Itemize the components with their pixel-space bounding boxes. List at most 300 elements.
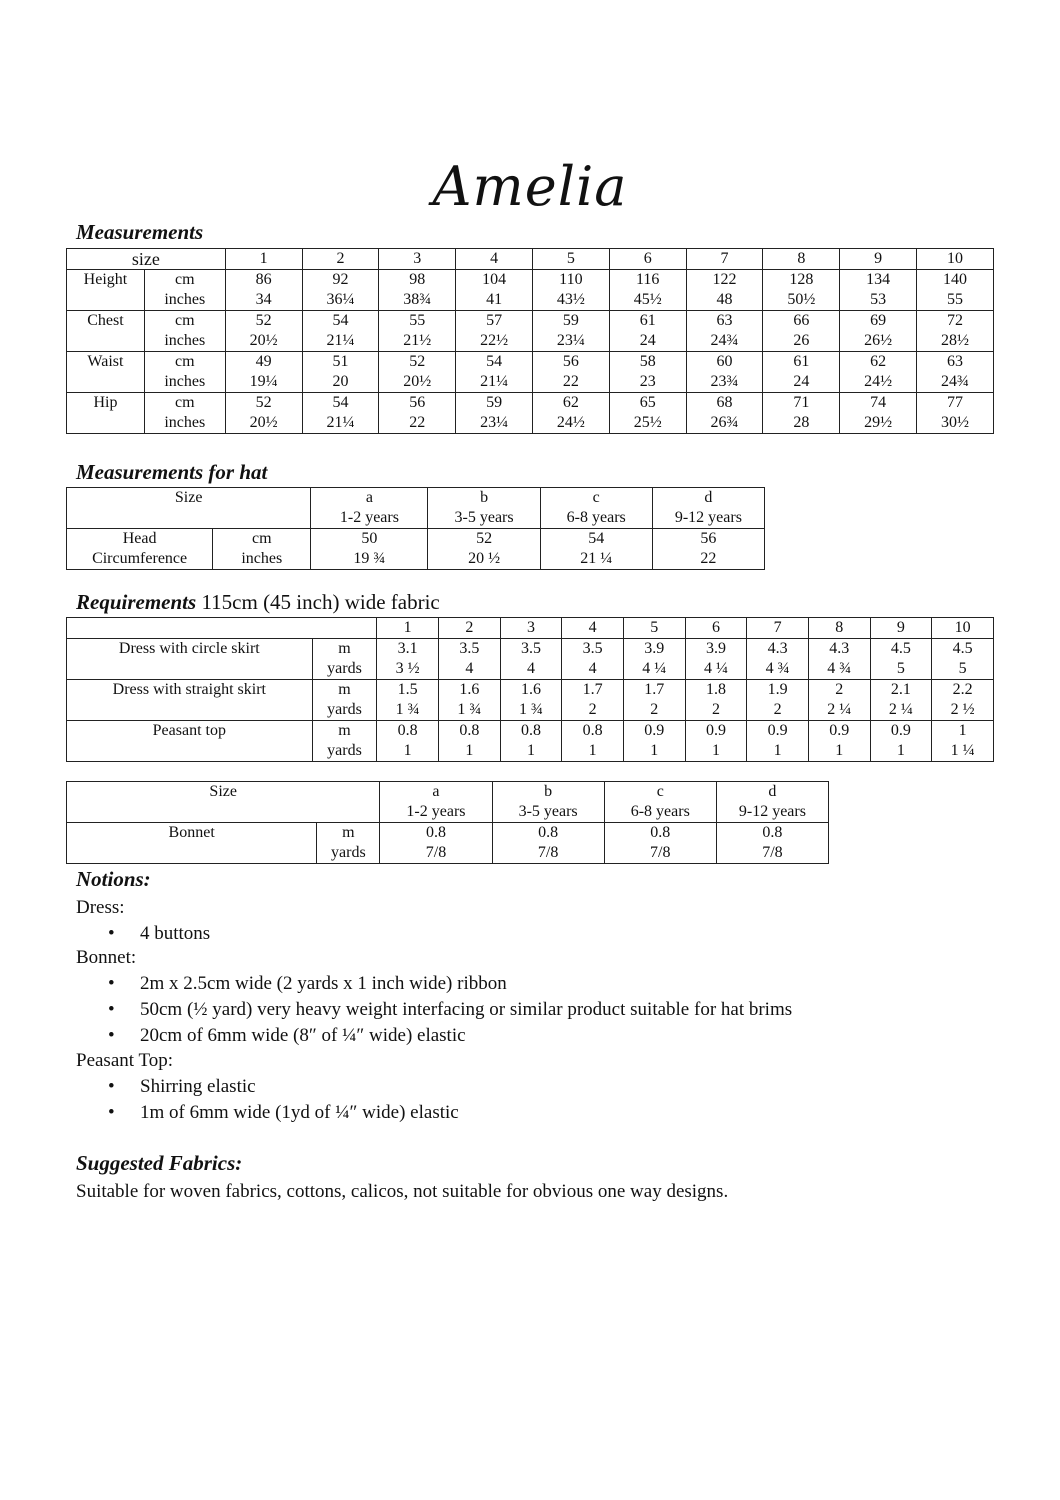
requirements-heading (76, 590, 440, 615)
cell-line: 77 (947, 394, 964, 411)
table-cell (532, 311, 609, 352)
cell-line: 9-12 years (674, 509, 742, 526)
table-cell (438, 721, 500, 762)
table-cell (456, 270, 533, 311)
cell-line: yards (327, 742, 362, 759)
requirements-table (66, 617, 994, 762)
table-cell (609, 311, 686, 352)
table-cell (428, 488, 540, 529)
table-cell (932, 680, 994, 721)
cell-line: 2 (773, 701, 782, 718)
cell-line: 65 (639, 394, 656, 411)
cell-line: 1.9 (767, 681, 788, 698)
table-cell (686, 352, 763, 393)
cell-line: 92 (332, 271, 349, 288)
cell-line: 63 (716, 312, 733, 329)
row-label: Dress with straight skirt (67, 680, 313, 721)
size-column-header: 10 (932, 618, 994, 639)
bonnet-notions-list (108, 971, 792, 1049)
cell-line: cm (175, 271, 195, 288)
table-cell (379, 352, 456, 393)
cell-line: 7/8 (762, 844, 783, 861)
table-cell (377, 680, 439, 721)
size-column-header: 4 (456, 249, 533, 270)
cell-line: 56 (409, 394, 426, 411)
table-header-row (67, 488, 765, 529)
cell-line: 54 (486, 353, 503, 370)
cell-line: cm (251, 530, 272, 547)
cell-line: 6-8 years (630, 803, 690, 820)
cell-line: 61 (793, 353, 810, 370)
cell-line: 2 ½ (950, 701, 975, 718)
cell-line: 128 (789, 271, 814, 288)
cell-line: 20½ (249, 332, 278, 349)
cell-line: 54 (332, 394, 349, 411)
cell-line: 98 (409, 271, 426, 288)
table-cell (562, 680, 624, 721)
cell-line: 23¼ (480, 414, 509, 431)
cell-line: 2.1 (890, 681, 911, 698)
cell-line: 30½ (941, 414, 970, 431)
table-cell (144, 311, 225, 352)
cell-line: 63 (947, 353, 964, 370)
table-cell (763, 393, 840, 434)
fabrics-heading: Suggested Fabrics: (76, 1151, 243, 1175)
cell-line: 22 (562, 373, 579, 390)
table-cell (870, 639, 932, 680)
cell-line: 0.8 (762, 824, 783, 841)
cell-line: 4 ¼ (642, 660, 667, 677)
cell-line: 1 (588, 742, 597, 759)
size-column-header: 1 (377, 618, 439, 639)
cell-line: m (342, 824, 355, 841)
cell-line: 69 (870, 312, 887, 329)
table-row (67, 680, 994, 721)
cell-line: 45½ (633, 291, 662, 308)
cell-line: 48 (716, 291, 733, 308)
size-column-header: 5 (532, 249, 609, 270)
table-cell (438, 680, 500, 721)
table-cell (686, 270, 763, 311)
table-cell (500, 639, 562, 680)
cell-line: 20 (332, 373, 349, 390)
cell-line: 71 (793, 394, 810, 411)
cell-line: 0.9 (644, 722, 665, 739)
table-cell (932, 639, 994, 680)
size-column-header: 8 (763, 249, 840, 270)
table-cell (840, 311, 917, 352)
cell-line: 54 (332, 312, 349, 329)
cell-line: 59 (486, 394, 503, 411)
size-column-header: 4 (562, 618, 624, 639)
cell-line: 7/8 (650, 844, 671, 861)
table-cell (302, 311, 379, 352)
size-column-header: 3 (379, 249, 456, 270)
cell-line: 0.8 (582, 722, 603, 739)
cell-line: 3.9 (644, 640, 665, 657)
size-column-header: 7 (686, 249, 763, 270)
table-row (67, 270, 994, 311)
table-cell (917, 352, 994, 393)
cell-line: 2.2 (952, 681, 973, 698)
cell-line: 20½ (249, 414, 278, 431)
cell-line: 22 (409, 414, 426, 431)
cell-line: 74 (870, 394, 887, 411)
cell-line: 3.5 (520, 640, 541, 657)
cell-line: 4 (588, 660, 597, 677)
table-cell (686, 311, 763, 352)
cell-line: 55 (947, 291, 964, 308)
cell-line: 6-8 years (566, 509, 626, 526)
row-label: Bonnet (67, 823, 317, 864)
dress-notions-list (108, 921, 210, 947)
size-column-header: 7 (747, 618, 809, 639)
table-cell (840, 393, 917, 434)
cell-line: 50 (361, 530, 378, 547)
table-cell (716, 823, 828, 864)
cell-line: 1 ¾ (457, 701, 482, 718)
cell-line: 0.8 (425, 824, 446, 841)
table-row (67, 352, 994, 393)
table-cell (377, 639, 439, 680)
cell-line: 7/8 (537, 844, 559, 861)
table-cell (379, 270, 456, 311)
table-cell (312, 680, 377, 721)
table-cell (685, 680, 747, 721)
cell-line: 122 (712, 271, 737, 288)
cell-line: 28½ (941, 332, 970, 349)
table-cell (763, 311, 840, 352)
cell-line: 24½ (864, 373, 893, 390)
table-cell (379, 393, 456, 434)
size-column-header: 5 (623, 618, 685, 639)
table-cell (917, 270, 994, 311)
table-cell (808, 680, 870, 721)
cell-line: 72 (947, 312, 964, 329)
size-column-header: 8 (808, 618, 870, 639)
cell-line: c (592, 489, 600, 506)
table-cell (492, 823, 604, 864)
table-cell (225, 352, 302, 393)
cell-line: 1-2 years (406, 803, 466, 820)
cell-line: 110 (559, 271, 583, 288)
cell-line: cm (175, 353, 195, 370)
row-label: Hip (67, 393, 145, 434)
cell-line: 20 ½ (468, 550, 501, 567)
table-cell (870, 721, 932, 762)
cell-line: d (768, 783, 777, 800)
table-cell (317, 823, 380, 864)
cell-line: 134 (866, 271, 891, 288)
cell-line: 24 (793, 373, 810, 390)
size-header-cell: Size (67, 488, 311, 529)
cell-line: 1 (958, 722, 967, 739)
table-row (67, 393, 994, 434)
cell-line: 26½ (864, 332, 893, 349)
cell-line: 0.8 (520, 722, 541, 739)
cell-line: 1.7 (644, 681, 665, 698)
cell-line: 1 (835, 742, 844, 759)
table-cell (456, 352, 533, 393)
table-cell (562, 639, 624, 680)
row-label: Height (67, 270, 145, 311)
table-cell (213, 529, 311, 570)
cell-line: 2 ¼ (827, 701, 852, 718)
cell-line: 0.9 (705, 722, 726, 739)
table-cell (604, 823, 716, 864)
measurements-table (66, 248, 994, 434)
cell-line: m (338, 640, 351, 657)
table-cell (808, 721, 870, 762)
table-cell (747, 721, 809, 762)
table-cell (604, 782, 716, 823)
cell-line: 86 (255, 271, 272, 288)
cell-line: 1 ¾ (395, 701, 420, 718)
table-cell (609, 393, 686, 434)
table-cell (763, 352, 840, 393)
row-label: Dress with circle skirt (67, 639, 313, 680)
cell-line: 62 (870, 353, 887, 370)
size-column-header: 2 (438, 618, 500, 639)
table-cell (377, 721, 439, 762)
table-cell (623, 721, 685, 762)
cell-line: 0.9 (829, 722, 850, 739)
table-cell (456, 393, 533, 434)
size-column-header: 1 (225, 249, 302, 270)
cell-line: 54 (588, 530, 605, 547)
cell-line: 57 (486, 312, 503, 329)
cell-line: 59 (562, 312, 579, 329)
table-cell (380, 823, 492, 864)
cell-line: 66 (793, 312, 810, 329)
cell-line: 4.3 (829, 640, 850, 657)
table-row (67, 639, 994, 680)
table-cell (716, 782, 828, 823)
table-cell (532, 352, 609, 393)
cell-line: 29½ (864, 414, 893, 431)
table-cell (311, 529, 428, 570)
cell-line: 1 (650, 742, 659, 759)
table-cell (623, 639, 685, 680)
table-cell (609, 352, 686, 393)
table-cell (379, 311, 456, 352)
cell-line: yards (331, 844, 366, 861)
size-column-header: 6 (685, 618, 747, 639)
table-cell (225, 270, 302, 311)
table-header-row (67, 618, 994, 639)
table-cell (685, 721, 747, 762)
cell-line: 62 (562, 394, 579, 411)
cell-line: 52 (409, 353, 426, 370)
cell-line: 1 ¾ (518, 701, 543, 718)
cell-line: 23¼ (556, 332, 585, 349)
cell-line: 3.9 (705, 640, 726, 657)
size-header-cell: Size (67, 782, 380, 823)
cell-line: 0.8 (397, 722, 418, 739)
table-cell (870, 680, 932, 721)
cell-line: 2 (650, 701, 659, 718)
table-cell (540, 488, 652, 529)
cell-line: 34 (255, 291, 272, 308)
cell-line: 3.5 (582, 640, 603, 657)
cell-line: 1-2 years (339, 509, 399, 526)
cell-line: 36¼ (326, 291, 355, 308)
table-row (67, 721, 994, 762)
cell-line: 1 (896, 742, 905, 759)
cell-line: 1 (403, 742, 412, 759)
table-cell (311, 488, 428, 529)
cell-line: 21¼ (326, 332, 355, 349)
cell-line: 22½ (480, 332, 509, 349)
cell-line: 60 (716, 353, 733, 370)
table-cell (144, 352, 225, 393)
cell-line: 24½ (556, 414, 585, 431)
table-cell (917, 393, 994, 434)
table-header-row (67, 249, 994, 270)
list-item: • 4 buttons (108, 921, 210, 947)
cell-line: 21 ¼ (580, 550, 613, 567)
cell-line: 43½ (556, 291, 585, 308)
cell-line: 0.9 (890, 722, 911, 739)
table-cell (685, 639, 747, 680)
cell-line: 1 (465, 742, 474, 759)
size-column-header: 9 (840, 249, 917, 270)
table-cell (492, 782, 604, 823)
list-item: • 2m x 2.5cm wide (2 yards x 1 inch wide) ribbon (108, 971, 792, 997)
cell-line: 53 (870, 291, 887, 308)
table-cell (652, 488, 764, 529)
table-header-row (67, 782, 829, 823)
table-cell (686, 393, 763, 434)
cell-line: 55 (409, 312, 426, 329)
cell-line: cm (175, 394, 195, 411)
table-row (67, 529, 765, 570)
cell-line: 58 (639, 353, 656, 370)
cell-line: 20½ (403, 373, 432, 390)
cell-line: 68 (716, 394, 733, 411)
table-cell (302, 270, 379, 311)
table-cell (302, 352, 379, 393)
cell-line: 7/8 (425, 844, 447, 861)
cell-line: 52 (476, 530, 493, 547)
cell-line: 61 (639, 312, 656, 329)
cell-line: Circumference (92, 550, 188, 567)
hat-measurements-table (66, 487, 765, 570)
table-cell (428, 529, 540, 570)
cell-line: 0.8 (538, 824, 559, 841)
table-cell (840, 270, 917, 311)
cell-line: 104 (482, 271, 507, 288)
table-row (67, 823, 829, 864)
cell-line: 22 (700, 550, 717, 567)
table-cell (609, 270, 686, 311)
cell-line: 50½ (787, 291, 816, 308)
cell-line: 4 (465, 660, 474, 677)
requirements-subheading: 115cm (45 inch) wide fabric (201, 590, 440, 614)
cell-line: 49 (255, 353, 272, 370)
size-header-cell: size (67, 249, 226, 270)
table-cell (312, 639, 377, 680)
cell-line: 23 (639, 373, 656, 390)
cell-line: 4.3 (767, 640, 788, 657)
table-cell (500, 680, 562, 721)
cell-line: inches (241, 550, 283, 567)
cell-line: 26¾ (710, 414, 739, 431)
cell-line: yards (327, 660, 362, 677)
cell-line: 19 ¾ (353, 550, 386, 567)
cell-line: 21¼ (326, 414, 355, 431)
cell-line: 23¾ (710, 373, 739, 390)
cell-line: 56 (700, 530, 717, 547)
cell-line: 38¾ (403, 291, 432, 308)
cell-line: 5 (896, 660, 905, 677)
cell-line: 19¼ (249, 373, 278, 390)
cell-line: inches (164, 291, 206, 308)
cell-line: 41 (486, 291, 503, 308)
cell-line: a (432, 783, 440, 800)
table-cell (532, 270, 609, 311)
table-cell (763, 270, 840, 311)
cell-line: cm (175, 312, 195, 329)
cell-line: 28 (793, 414, 810, 431)
row-label: Peasant top (67, 721, 313, 762)
list-item: • 20cm of 6mm wide (8″ of ¼″ wide) elastic (108, 1023, 792, 1049)
size-column-header: 6 (609, 249, 686, 270)
requirements-heading-label: Requirements (76, 590, 197, 614)
cell-line: 21¼ (480, 373, 509, 390)
measurements-heading: Measurements (76, 220, 204, 244)
table-cell (562, 721, 624, 762)
table-cell (144, 393, 225, 434)
cell-line: 1.8 (705, 681, 726, 698)
cell-line: 21½ (403, 332, 432, 349)
cell-line: b (544, 783, 553, 800)
notions-dress-label: Dress: (76, 897, 125, 918)
table-cell (380, 782, 492, 823)
cell-line: 24¾ (710, 332, 739, 349)
cell-line: 3-5 years (454, 509, 514, 526)
cell-line: 51 (332, 353, 349, 370)
cell-line: 1.6 (459, 681, 480, 698)
table-cell (747, 639, 809, 680)
cell-line: 3.5 (459, 640, 480, 657)
cell-line: inches (164, 373, 206, 390)
table-row (67, 311, 994, 352)
list-item: • Shirring elastic (108, 1074, 459, 1100)
cell-line: 24 (639, 332, 656, 349)
row-label: Chest (67, 311, 145, 352)
cell-line: m (338, 722, 351, 739)
bonnet-table (66, 781, 829, 864)
notions-heading: Notions: (76, 867, 151, 891)
table-cell (144, 270, 225, 311)
cell-line: 1.7 (582, 681, 603, 698)
table-cell (808, 639, 870, 680)
table-cell (840, 352, 917, 393)
cell-line: 9-12 years (738, 803, 806, 820)
cell-line: 56 (562, 353, 579, 370)
table-cell (225, 393, 302, 434)
cell-line: 52 (255, 312, 272, 329)
table-cell (623, 680, 685, 721)
cell-line: c (656, 783, 664, 800)
cell-line: 3-5 years (518, 803, 578, 820)
cell-line: Head (122, 530, 157, 547)
notions-top-label: Peasant Top: (76, 1050, 174, 1071)
cell-line: 2 (835, 681, 844, 698)
size-column-header: 9 (870, 618, 932, 639)
cell-line: 1 (711, 742, 720, 759)
